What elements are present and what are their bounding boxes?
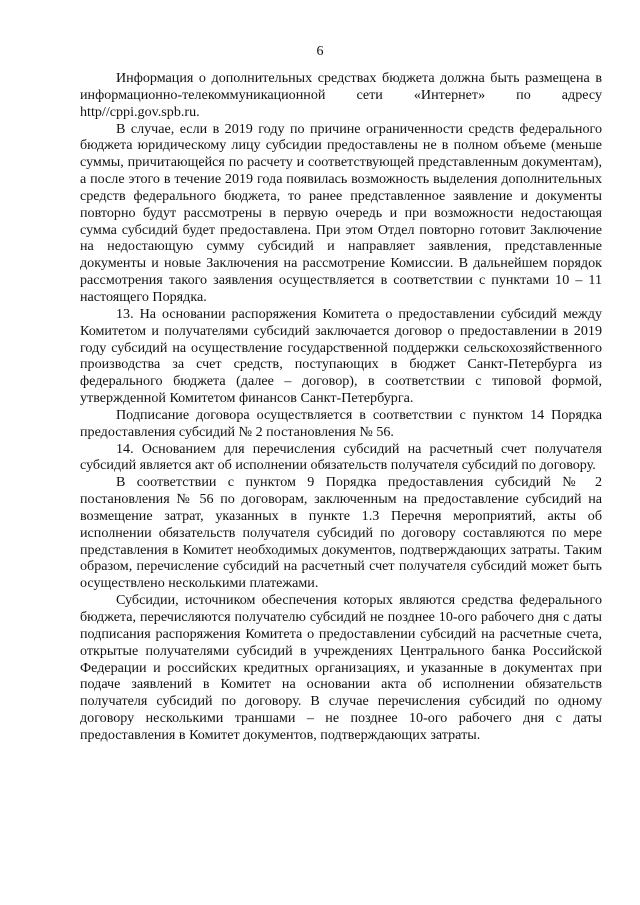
paragraph-contract-signing: Подписание договора осуществляется в соответствии с пунктом 14 Порядка предоставления субсидий № 2 постановления № 56. (80, 406, 602, 440)
paragraph-item-13: 13. На основании распоряжения Комитета о предоставлении субсидий между Комитетом и получателями субсидий заключается договор о предоставлении в 2019 году субсидий на осуществление государственной поддержки сельскохозяйственного производства за счет средств, поступающих в бюджет Санкт-Петербурга из федерального бюджета (далее – договор), в соответствии с типовой формой, утвержденной Комитетом финансов Санкт-Петербурга. (80, 305, 602, 407)
paragraph-info-additional-funds: Информация о дополнительных средствах бюджета должна быть размещена в информационно-телекоммуникационной сети «Интернет» по адресу http//cppi.gov.spb.ru. (80, 70, 602, 120)
page-number: 6 (316, 44, 324, 59)
paragraph-payment-acts: В соответствии с пунктом 9 Порядка предоставления субсидий № 2 постановления № 56 по договорам, заключенным на предоставление субсидий на возмещение затрат, указанных в пункте 1.3 Перечня мероприятий, акты об исполнении обязательств получателя субсидий по договору составляются по мере представления в Комитет необходимых документов, подтверждающих затраты. Таким образом, перечисление субсидий на расчетный счет получателя субсидий может быть осуществлено несколькими платежами. (80, 474, 602, 592)
document-body (80, 70, 602, 744)
paragraph-item-14: 14. Основанием для перечисления субсидий на расчетный счет получателя субсидий является акт об исполнении обязательств получателя субсидий по договору. (80, 440, 602, 474)
paragraph-federal-subsidies-transfer: Субсидии, источником обеспечения которых являются средства федерального бюджета, перечисляются получателю субсидий не позднее 10-ого рабочего дня с даты подписания распоряжения Комитета о предоставлении субсидий на расчетные счета, открытые получателями субсидий в учреждениях Центрального банка Российской Федерации и российских кредитных организациях, и указанные в документах при подаче заявлений в Комитет на основании акта об исполнении обязательств получателя субсидий по договору. В случае перечисления субсидий по одному договору несколькими траншами – не позднее 10-ого рабочего дня с даты предоставления в Комитет документов, подтверждающих затраты. (80, 592, 602, 743)
paragraph-limited-funds-case: В случае, если в 2019 году по причине ограниченности средств федерального бюджета юридическому лицу субсидии предоставлены не в полном объеме (меньше суммы, причитающейся по расчету и соответствующей представленным документам), а после этого в течение 2019 года появилась возможность выделения дополнительных средств федерального бюджета, то ранее представленное заявление и документы повторно будут рассмотрены в первую очередь и при возможности недостающая сумма субсидий будет предоставлена. При этом Отдел повторно готовит Заключение на недостающую сумму субсидий и направляет заявления, представленные документы и новые Заключения на рассмотрение Комиссии. В дальнейшем порядок рассмотрения такого заявления осуществляется в соответствии с пунктами 10 – 11 настоящего Порядка. (80, 120, 602, 305)
